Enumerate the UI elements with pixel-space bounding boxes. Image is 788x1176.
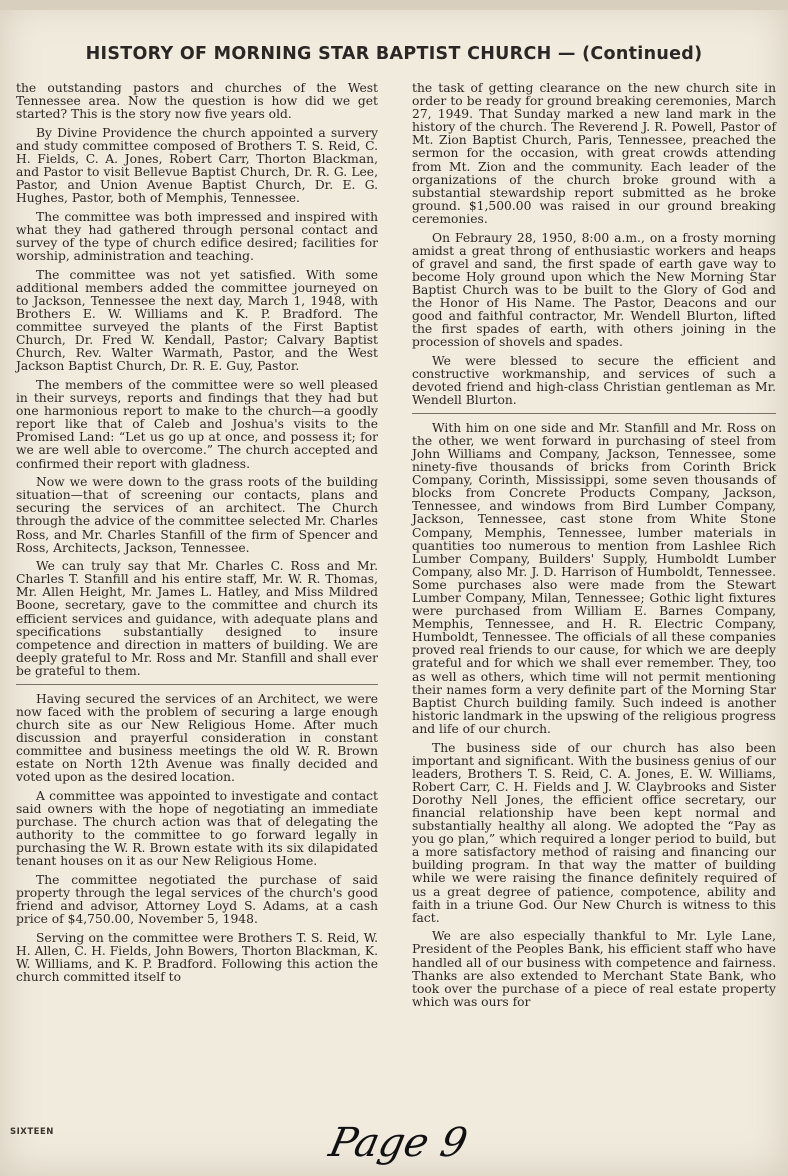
left-column [16,82,378,990]
paragraph: The committee was both impressed and inspired with what they had gathered through personal contact and survey of the type of church edifice desired; facilities for worship, administration and teaching. [16,209,378,264]
paragraph: The business side of our church has also been important and significant. With the business genius of our leaders, Brothers T. S. Reid, C. A. Jones, E. W. Williams, Robert Carr, C. H. Fields and J. W. Claybrooks and Sister Dorothy Nell Jones, the efficient office secretary, our financial relationship have been kept normal and substantially healthy all along. We adopted the “Pay as you go plan,” which required a longer period to build, but a more satisfactory method of raising and financing our building program. In that way the matter of building while we were raising the finance definitely required of us a great degree of patience, compotence, ability and faith in a triune God. Our New Church is witness to this fact. [412,740,776,925]
paragraph: The committee was not yet satisfied. With some additional members added the committee journeyed on to Jackson, Tennessee the next day, March 1, 1948, with Brothers E. W. Williams and K. P. Bradford. The committee surveyed the plants of the First Baptist Church, Dr. Fred W. Kendall, Pastor; Calvary Baptist Church, Rev. Walter Warmath, Pastor, and the West Jackson Baptist Church, Dr. R. E. Guy, Pastor. [16,267,378,374]
section-divider [16,684,378,685]
paragraph: Serving on the committee were Brothers T. S. Reid, W. H. Allen, C. H. Fields, John Bowers, Thorton Blackman, K. W. Williams, and K. P. Bradford. Following this action the church committed itself to [16,930,378,984]
paragraph: The members of the committee were so well pleased in their surveys, reports and findings that they had but one harmonious report to make to the church—a goodly report like that of Caleb and Joshua's visits to the Promised Land: “Let us go up at once, and possess it; for we are well able to overcome.” The church accepted and confirmed their report with gladness. [16,377,378,471]
paragraph: The committee negotiated the purchase of said property through the legal services of the church's good friend and advisor, Attorney Loyd S. Adams, at a cash price of $4,750.00, November 5, 1948. [16,872,378,927]
paragraph: By Divine Providence the church appointed a survery and study committee composed of Brothers T. S. Reid, C. H. Fields, C. A. Jones, Robert Carr, Thorton Blackman, and Pastor to visit Bellevue Baptist Church, Dr. R. G. Lee, Pastor, and Union Avenue Baptist Church, Dr. E. G. Hughes, Pastor, both of Memphis, Tennessee. [16,125,378,206]
paragraph: Now we were down to the grass roots of the building situation—that of screening our contacts, plans and securing the services of an architect. The Church through the advice of the committee selected Mr. Charles Ross, and Mr. Charles Stanfill of the firm of Spencer and Ross, Architects, Jackson, Tennessee. [16,475,378,555]
right-column [412,82,776,1014]
paragraph: Having secured the services of an Architect, we were now faced with the problem of securing a large enough church site as our New Religious Home. After much discussion and prayerful consideration in constant committee and business meetings the old W. R. Brown estate on North 12th Avenue was finally decided and voted upon as the desired location. [16,691,378,785]
page-number-label: SIXTEEN [10,1127,54,1137]
handwritten-page-note: Page 9 [325,1120,472,1166]
paragraph: the task of getting clearance on the new church site in order to be ready for ground breaking ceremonies, March 27, 1949. That Sunday marked a new land mark in the history of the church. The Reverend J. R. Powell, Pastor of Mt. Zion Baptist Church, Paris, Tennessee, preached the sermon for the occasion, with great crowds attending from Mt. Zion and the community. Each leader of the organizations of the church broke ground with a substantial stewardship report submitted as he broke ground. $1,500.00 was raised in our ground breaking ceremonies. [412,81,776,226]
paragraph: On Febraury 28, 1950, 8:00 a.m., on a frosty morning amidst a great throng of enthusiastic workers and heaps of gravel and sand, the first spade of earth gave way to become Holy ground upon which the New Morning Star Baptist Church was to be built to the Glory of God and the Honor of His Name. The Pastor, Deacons and our good and faithful contractor, Mr. Wendell Blurton, lifted the first spades of earth, with others joining in the procession of shovels and spades. [412,230,776,350]
paragraph: We can truly say that Mr. Charles C. Ross and Mr. Charles T. Stanfill and his entire staff, Mr. W. R. Thomas, Mr. Allen Height, Mr. James L. Hatley, and Miss Mildred Boone, secretary, gave to the committee and church its efficient services and guidance, with adequate plans and specifications substantially designed to insure competence and direction in matters of building. We are deeply grateful to Mr. Ross and Mr. Stanfill and shall ever be grateful to them. [16,559,378,678]
paragraph: the outstanding pastors and churches of the West Tennessee area. Now the question is how did we get started? This is the story now five years old. [16,81,378,122]
paragraph: We are also especially thankful to Mr. Lyle Lane, President of the Peoples Bank, his efficient staff who have handled all of our business with competence and fairness. Thanks are also extended to Merchant State Bank, who took over the purchase of a piece of real estate property which was ours for [412,929,776,1009]
paragraph: A committee was appointed to investigate and contact said owners with the hope of negotiating an immediate purchase. The church action was that of delegating the authority to the committee to go forward legally in purchasing the W. R. Brown estate with its six dilapidated tenant houses on it as our New Religious Home. [16,788,378,869]
paragraph: We were blessed to secure the efficient and constructive workmanship, and services of such a devoted friend and high-class Christian gentleman as Mr. Wendell Blurton. [412,353,776,408]
paragraph: With him on one side and Mr. Stanfill and Mr. Ross on the other, we went forward in purchasing of steel from John Williams and Company, Jackson, Tennessee, some ninety-five thousands of bricks from Corinth Brick Company, Corinth, Mississippi, some seven thousands of blocks from Concrete Products Company, Jackson, Tennessee, and windows from Bird Lumber Company, Jackson, Tennessee, cast stone from White Stone Company, Memphis, Tennessee, lumber materials in quantities too numerous to mention from Lashlee Rich Lumber Company, Builders' Supply, Humboldt Lumber Company, also Mr. J. D. Harrison of Humboldt, Tennessee. Some purchases also were made from the Stewart Lumber Company, Milan, Tennessee; Gothic light fixtures were purchased from William E. Barnes Company, Memphis, Tennessee, and H. R. Electric Company, Humboldt, Tennessee. The officials of all these companies proved real friends to our cause, for which we are deeply grateful and for which we shall ever remember. They, too as well as others, which time will not permit mentioning their names form a very definite part of the Morning Star Baptist Church building family. Such indeed is another historic landmark in the upswing of the religious progress and life of our church. [412,420,776,736]
page-title: HISTORY OF MORNING STAR BAPTIST CHURCH — (Continued) [85,44,703,64]
section-divider [412,413,776,414]
top-edge [0,0,788,10]
